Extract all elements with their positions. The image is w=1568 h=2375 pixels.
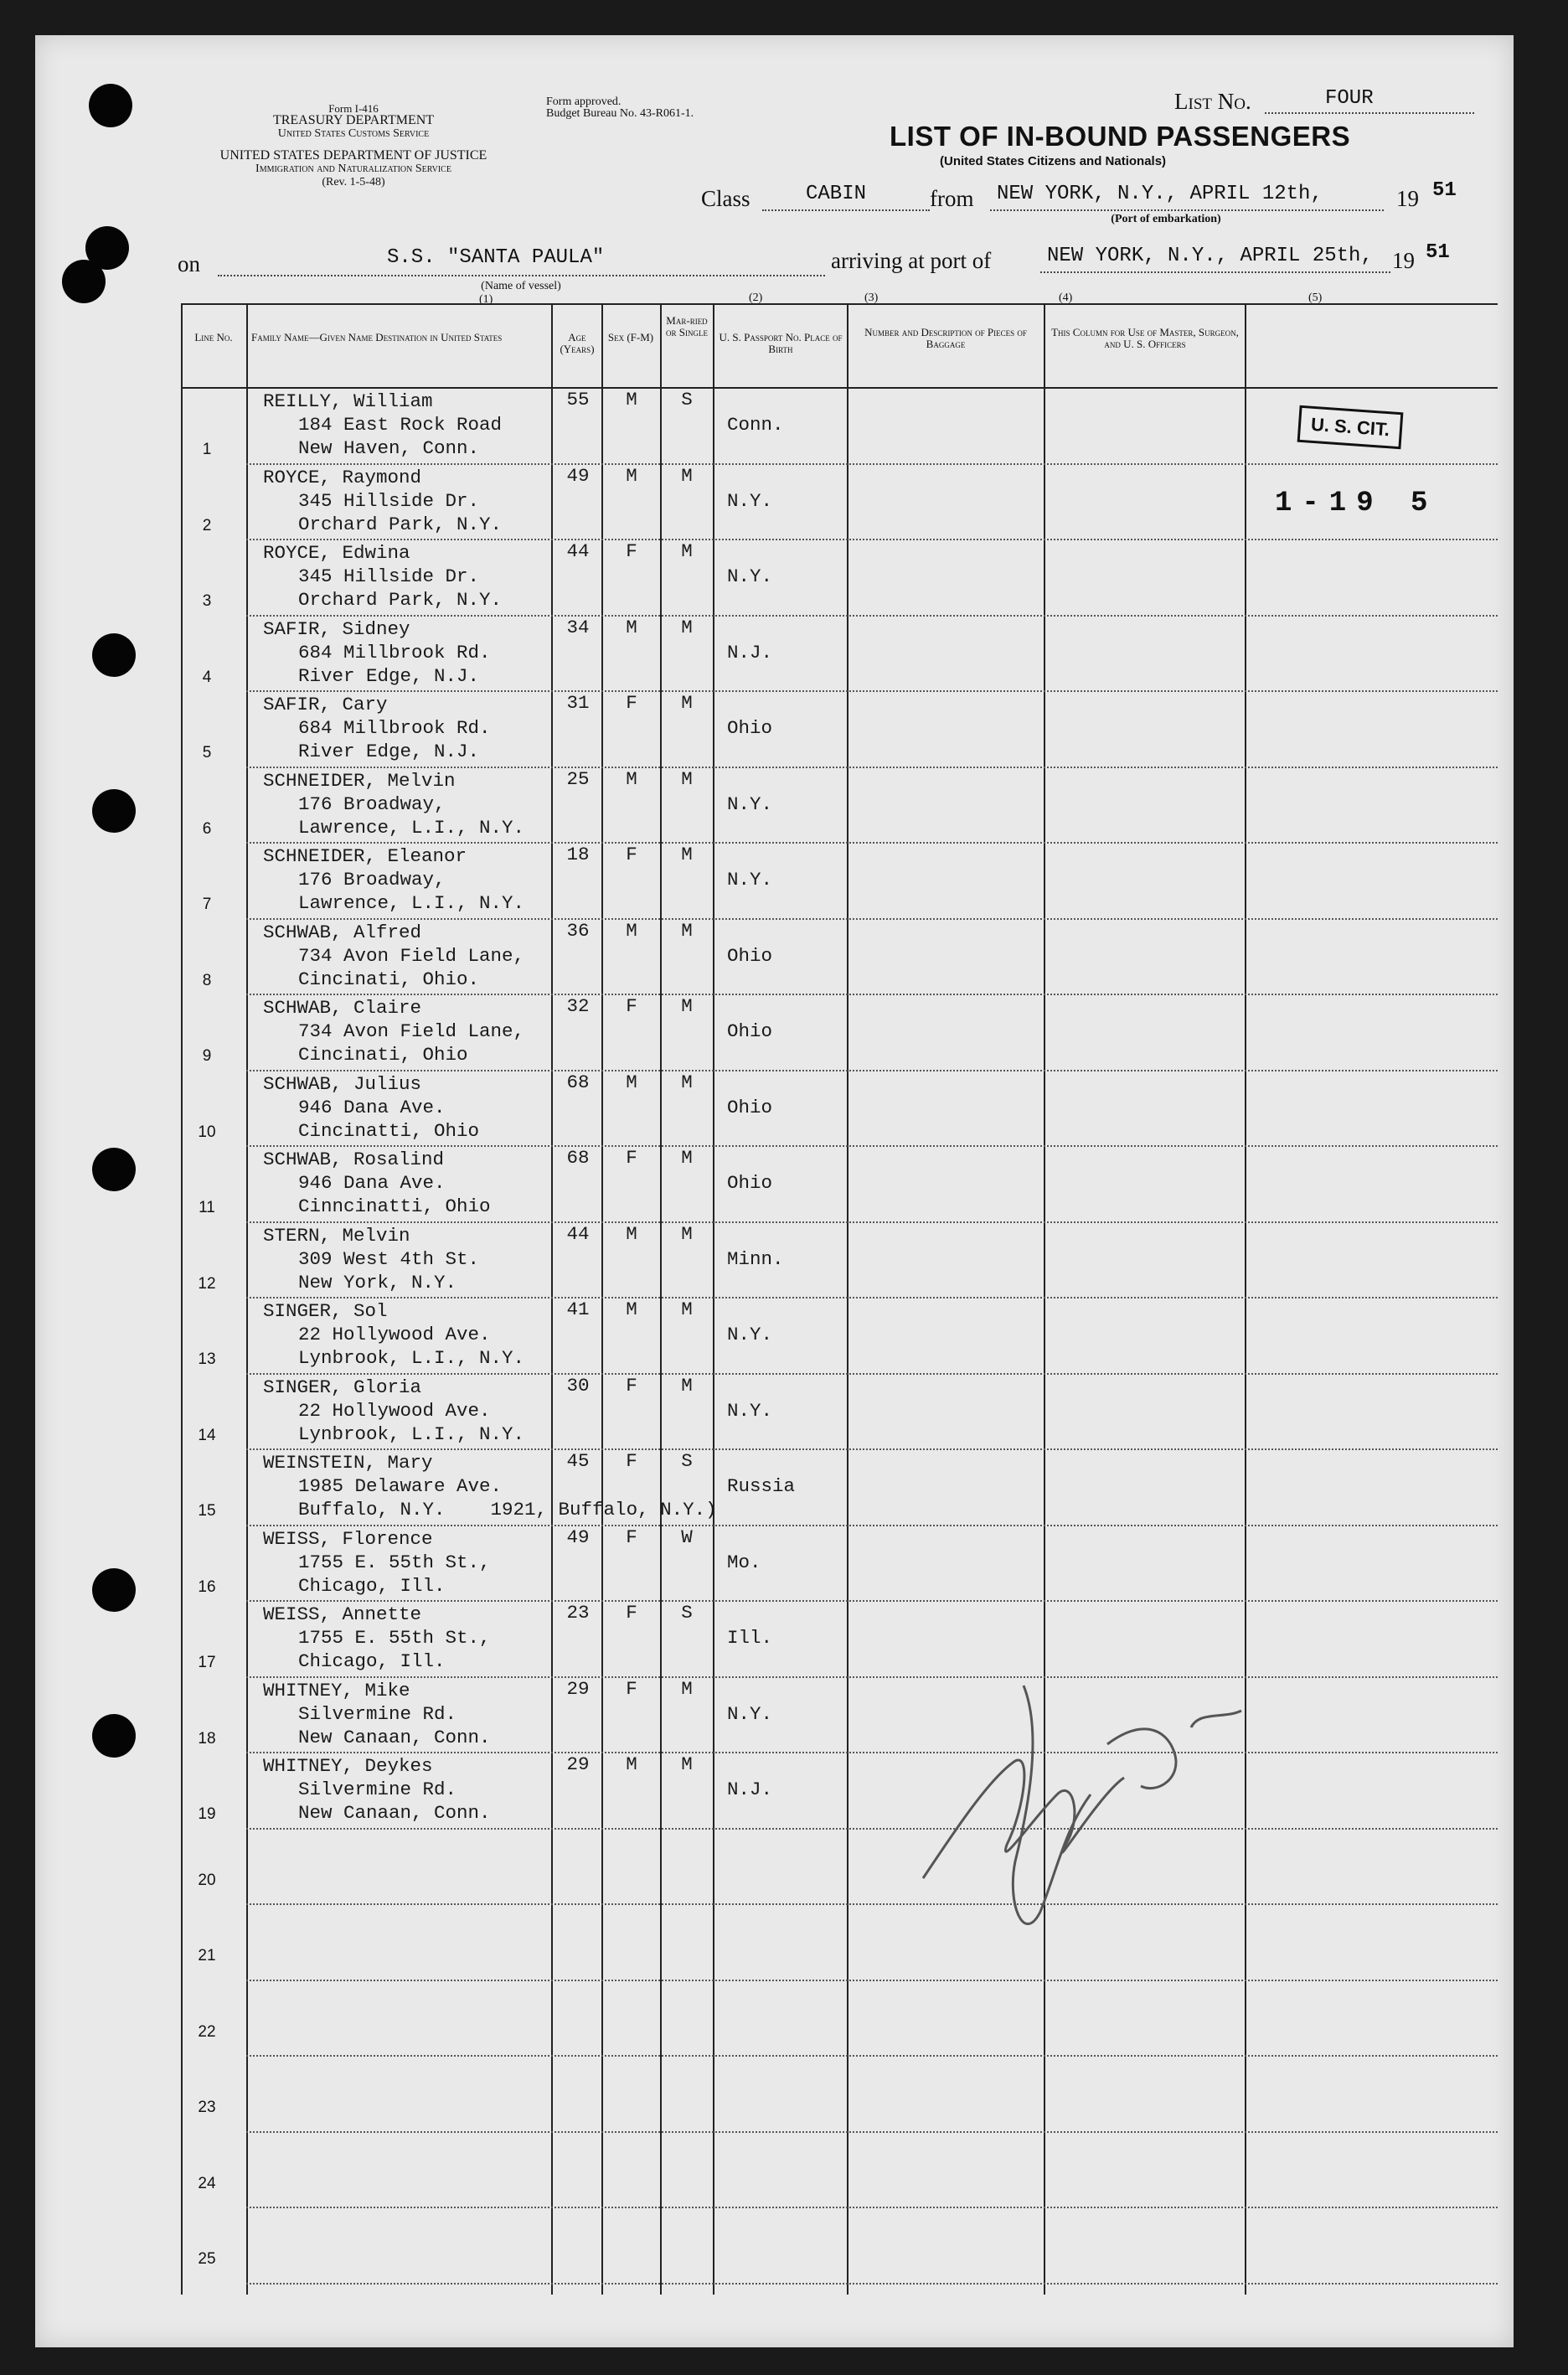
th-officers: This Column for Use of Master, Surgeon, and U. S. Officers [1051, 326, 1239, 350]
marital-status: M [681, 1071, 693, 1093]
passenger-name: SCHWAB, Julius [263, 1072, 422, 1095]
line-number: 8 [202, 971, 212, 989]
table-row [181, 2057, 1498, 2133]
address-line-2: Cincinati, Ohio [298, 1044, 468, 1066]
line-number: 15 [198, 1502, 216, 1520]
passenger-name: WHITNEY, Deykes [263, 1755, 433, 1777]
age: 41 [566, 1299, 590, 1320]
place-of-birth: N.J. [727, 641, 773, 663]
age: 45 [566, 1450, 590, 1472]
table-row [181, 2133, 1498, 2209]
address-line-1: Silvermine Rd. [298, 1779, 457, 1800]
sex: F [626, 1602, 637, 1624]
line-number: 5 [202, 744, 212, 762]
line-number: 16 [198, 1577, 216, 1596]
marital-status: M [681, 919, 693, 942]
form-approved: Form approved. [546, 96, 622, 108]
embarkation-caption: (Port of embarkation) [1111, 213, 1221, 225]
vessel-name: S.S. "SANTA PAULA" [387, 246, 605, 269]
year-prefix-2: 19 [1392, 248, 1415, 273]
table-row [181, 1981, 1498, 2057]
marital-status: M [681, 464, 693, 487]
age: 23 [566, 1602, 590, 1624]
on-label: on [178, 251, 200, 276]
address-line-2: River Edge, N.J. [298, 741, 480, 762]
address-line-1: 345 Hillside Dr. [298, 565, 480, 587]
place-of-birth: N.Y. [727, 1324, 773, 1345]
place-of-birth: Ohio [727, 1020, 773, 1042]
line-number: 17 [198, 1654, 216, 1671]
marital-status: M [681, 1222, 693, 1245]
sex: M [626, 767, 637, 790]
th-passport: U. S. Passport No. Place of Birth [719, 331, 843, 355]
table-row [181, 617, 1498, 693]
list-no-label: List No. [1174, 89, 1251, 114]
table-row [181, 768, 1498, 844]
binder-hole [62, 260, 106, 303]
address-line-2: Cincinati, Ohio. [298, 968, 480, 990]
place-of-birth: N.Y. [727, 1702, 773, 1725]
binder-hole [92, 789, 136, 833]
marital-status: S [681, 1450, 693, 1472]
address-line-2: Lynbrook, L.I., N.Y. [298, 1422, 525, 1445]
address-line-2: River Edge, N.J. [298, 664, 480, 687]
line-number: 10 [198, 1123, 216, 1141]
table-row [181, 1602, 1498, 1678]
table-row [181, 692, 1498, 768]
address-line-1: 684 Millbrook Rd. [298, 641, 491, 663]
sex: M [626, 1753, 637, 1775]
age: 29 [566, 1677, 590, 1700]
address-line-1: 22 Hollywood Ave. [298, 1324, 491, 1345]
sex: F [626, 1147, 637, 1169]
line-number: 4 [202, 668, 212, 686]
passenger-name: SCHWAB, Rosalind [263, 1149, 445, 1170]
table-row [181, 920, 1498, 996]
marital-status: M [681, 692, 693, 714]
address-line-1: 309 West 4th St. [298, 1247, 480, 1270]
age: 30 [566, 1374, 590, 1397]
th-baggage: Number and Description of Pieces of Baggage [864, 326, 1027, 350]
age: 31 [566, 692, 590, 714]
signature-mark [890, 1627, 1292, 1979]
manifest-page [35, 35, 1514, 2347]
place-of-birth: N.J. [727, 1779, 773, 1800]
passenger-name: STERN, Melvin [263, 1224, 410, 1247]
passenger-name: ROYCE, Edwina [263, 542, 410, 564]
passenger-name: SAFIR, Sidney [263, 617, 410, 640]
sex: M [626, 1222, 637, 1245]
table-row [181, 1071, 1498, 1148]
arrival-year: 51 [1426, 241, 1450, 264]
address-line-2: New Canaan, Conn. [298, 1726, 491, 1748]
place-of-birth: Minn. [727, 1247, 784, 1270]
marital-status: M [681, 540, 693, 562]
address-line-1: 946 Dana Ave. [298, 1172, 446, 1194]
place-of-birth: Ohio [727, 717, 773, 739]
address-line-2: New Canaan, Conn. [298, 1802, 491, 1824]
address-line-2: Lynbrook, L.I., N.Y. [298, 1347, 525, 1369]
sex: M [626, 389, 637, 410]
address-line-1: 1755 E. 55th St., [298, 1627, 491, 1649]
address-line-1: 22 Hollywood Ave. [298, 1399, 491, 1422]
table-row [181, 1223, 1498, 1299]
col-num-2: (2) [749, 292, 763, 304]
th-name: Family Name—Given Name Destination in United States [251, 331, 503, 343]
passenger-name: WHITNEY, Mike [263, 1679, 410, 1701]
ins-service: Immigration and Naturalization Service [255, 163, 451, 175]
marital-status: M [681, 1753, 693, 1775]
sex: F [626, 995, 637, 1017]
table-row [181, 1147, 1498, 1223]
marital-status: M [681, 1147, 693, 1169]
sex: F [626, 1374, 637, 1397]
address-line-2: Chicago, Ill. [298, 1574, 446, 1597]
passenger-table [181, 303, 1498, 2295]
line-number: 18 [198, 1729, 216, 1748]
customs-service: United States Customs Service [277, 127, 430, 140]
table-row [181, 1526, 1498, 1603]
col-num-3: (3) [864, 292, 879, 304]
place-of-birth: Ill. [727, 1627, 773, 1649]
marital-status: M [681, 767, 693, 790]
line-number: 11 [199, 1199, 215, 1216]
marital-status: M [681, 995, 693, 1017]
col-num-5: (5) [1308, 292, 1323, 304]
form-number: Form I-416 [328, 102, 379, 115]
year-prefix: 19 [1396, 186, 1419, 211]
sex: F [626, 1450, 637, 1472]
sex: F [626, 1526, 637, 1548]
age: 18 [566, 844, 590, 865]
age: 44 [566, 540, 590, 562]
line-number: 2 [202, 516, 212, 534]
place-of-birth: N.Y. [727, 869, 773, 891]
col-num-4: (4) [1059, 292, 1073, 304]
page-subtitle: (United States Citizens and Nationals) [940, 154, 1167, 168]
sex: F [626, 844, 637, 865]
age: 29 [566, 1753, 590, 1775]
line-number: 9 [202, 1047, 212, 1065]
marital-status: M [681, 616, 693, 638]
sex: F [626, 692, 637, 714]
table-row [181, 1905, 1498, 1981]
binder-hole [89, 84, 132, 127]
form-revision: (Rev. 1-5-48) [322, 176, 385, 188]
table-row [181, 1450, 1498, 1526]
line-number: 23 [198, 2099, 216, 2116]
place-of-birth: Ohio [727, 944, 773, 967]
address-line-2: Orchard Park, N.Y. [298, 589, 503, 611]
class-value: CABIN [806, 183, 867, 205]
place-of-birth: Mo. [727, 1551, 761, 1573]
address-line-2: Cinncinatti, Ohio [298, 1195, 491, 1217]
address-line-1: 176 Broadway, [298, 869, 446, 891]
line-number: 19 [198, 1805, 216, 1823]
list-no-value: FOUR [1325, 87, 1374, 110]
marital-status: M [681, 1374, 693, 1397]
arriving-label: arriving at port of [831, 248, 992, 273]
passenger-name: WEISS, Florence [263, 1527, 433, 1550]
address-line-2: New York, N.Y. [298, 1271, 457, 1293]
embarkation-year: 51 [1432, 179, 1457, 202]
table-row [181, 1678, 1498, 1754]
address-line-1: Silvermine Rd. [298, 1702, 457, 1725]
passenger-name: SCHNEIDER, Melvin [263, 769, 456, 792]
passenger-name: SCHWAB, Claire [263, 997, 422, 1019]
address-line-1: 184 East Rock Road [298, 414, 503, 436]
passenger-name: REILLY, William [263, 390, 433, 412]
age: 32 [566, 995, 590, 1017]
sex: M [626, 464, 637, 487]
marital-status: M [681, 1677, 693, 1700]
sex: F [626, 540, 637, 562]
line-number: 21 [198, 1947, 216, 1965]
embarkation-value: NEW YORK, N.Y., APRIL 12th, [997, 183, 1323, 205]
passenger-name: SCHNEIDER, Eleanor [263, 845, 467, 867]
address-line-1: 684 Millbrook Rd. [298, 717, 491, 739]
address-line-1: 734 Avon Field Lane, [298, 1020, 525, 1042]
address-line-1: 345 Hillside Dr. [298, 489, 480, 512]
place-of-birth: N.Y. [727, 489, 773, 512]
marital-status: S [681, 1602, 693, 1624]
age: 36 [566, 919, 590, 942]
address-line-2: Lawrence, L.I., N.Y. [298, 892, 525, 914]
place-of-birth: Ohio [727, 1096, 773, 1118]
th-age: Age (Years) [560, 331, 595, 355]
col-num-1: (1) [479, 293, 493, 306]
vessel-caption: (Name of vessel) [481, 280, 561, 292]
line-number: 1 [202, 441, 212, 458]
line-number: 25 [198, 2250, 216, 2268]
age: 49 [566, 464, 590, 487]
age: 49 [566, 1526, 590, 1548]
stamp-note: 1-19 5 [1275, 488, 1438, 519]
sex: M [626, 1299, 637, 1320]
address-line-2: Buffalo, N.Y. 1921, Buffalo, N.Y.) [298, 1499, 717, 1521]
address-line-2: New Haven, Conn. [298, 437, 480, 459]
table-row [181, 1830, 1498, 1906]
treasury-dept: TREASURY DEPARTMENT [272, 113, 435, 127]
address-line-2: Orchard Park, N.Y. [298, 513, 503, 535]
line-number: 24 [198, 2174, 216, 2192]
line-number: 20 [198, 1871, 216, 1889]
justice-dept: UNITED STATES DEPARTMENT OF JUSTICE [219, 148, 487, 163]
sex: F [626, 1677, 637, 1700]
place-of-birth: Conn. [727, 414, 784, 436]
th-married: Mar-ried or Single [666, 314, 708, 338]
age: 55 [566, 389, 590, 410]
marital-status: M [681, 1299, 693, 1320]
line-number: 6 [202, 819, 212, 838]
sex: M [626, 919, 637, 942]
age: 25 [566, 767, 590, 790]
age: 68 [566, 1071, 590, 1093]
passenger-name: WEISS, Annette [263, 1603, 422, 1625]
table-row [181, 540, 1498, 617]
line-number: 3 [202, 592, 212, 610]
passenger-name: SAFIR, Cary [263, 694, 388, 715]
place-of-birth: N.Y. [727, 565, 773, 587]
us-citizen-stamp: U. S. CIT. [1297, 405, 1404, 450]
age: 34 [566, 616, 590, 638]
address-line-1: 734 Avon Field Lane, [298, 944, 525, 967]
line-number: 13 [198, 1350, 216, 1368]
sex: M [626, 1071, 637, 1093]
line-number: 7 [202, 896, 212, 913]
line-number: 12 [198, 1274, 216, 1293]
passenger-name: SCHWAB, Alfred [263, 921, 422, 943]
from-label: from [930, 186, 974, 211]
binder-hole [92, 1148, 136, 1191]
address-line-1: 1985 Delaware Ave. [298, 1475, 503, 1497]
place-of-birth: N.Y. [727, 793, 773, 815]
table-row [181, 1753, 1498, 1830]
address-line-2: Lawrence, L.I., N.Y. [298, 816, 525, 839]
table-row [181, 1299, 1498, 1375]
table-row [181, 2208, 1498, 2285]
address-line-2: Chicago, Ill. [298, 1650, 446, 1672]
address-line-1: 946 Dana Ave. [298, 1096, 446, 1118]
th-line-no: Line No. [194, 331, 233, 343]
binder-hole [92, 1714, 136, 1758]
line-number: 14 [198, 1426, 216, 1444]
place-of-birth: Ohio [727, 1172, 773, 1194]
place-of-birth: N.Y. [727, 1399, 773, 1422]
binder-hole [92, 633, 136, 677]
address-line-2: Cincinatti, Ohio [298, 1119, 480, 1142]
age: 44 [566, 1222, 590, 1245]
binder-hole [92, 1568, 136, 1612]
budget-bureau: Budget Bureau No. 43-R061-1. [546, 107, 694, 120]
page-title: LIST OF IN-BOUND PASSENGERS [890, 121, 1351, 152]
place-of-birth: Russia [727, 1475, 796, 1497]
passenger-name: ROYCE, Raymond [263, 466, 422, 488]
sex: M [626, 616, 637, 638]
marital-status: S [681, 389, 693, 410]
line-number: 22 [198, 2022, 216, 2041]
arrival-value: NEW YORK, N.Y., APRIL 25th, [1047, 245, 1373, 267]
table-row [181, 995, 1498, 1071]
marital-status: W [681, 1526, 693, 1548]
class-label: Class [701, 186, 750, 211]
passenger-name: SINGER, Gloria [263, 1376, 422, 1398]
passenger-name: SINGER, Sol [263, 1300, 388, 1322]
table-row [181, 844, 1498, 920]
th-sex: Sex (F-M) [607, 331, 654, 343]
address-line-1: 1755 E. 55th St., [298, 1551, 491, 1573]
marital-status: M [681, 844, 693, 865]
age: 68 [566, 1147, 590, 1169]
table-row [181, 1375, 1498, 1451]
address-line-1: 176 Broadway, [298, 793, 446, 815]
passenger-name: WEINSTEIN, Mary [263, 1452, 433, 1474]
